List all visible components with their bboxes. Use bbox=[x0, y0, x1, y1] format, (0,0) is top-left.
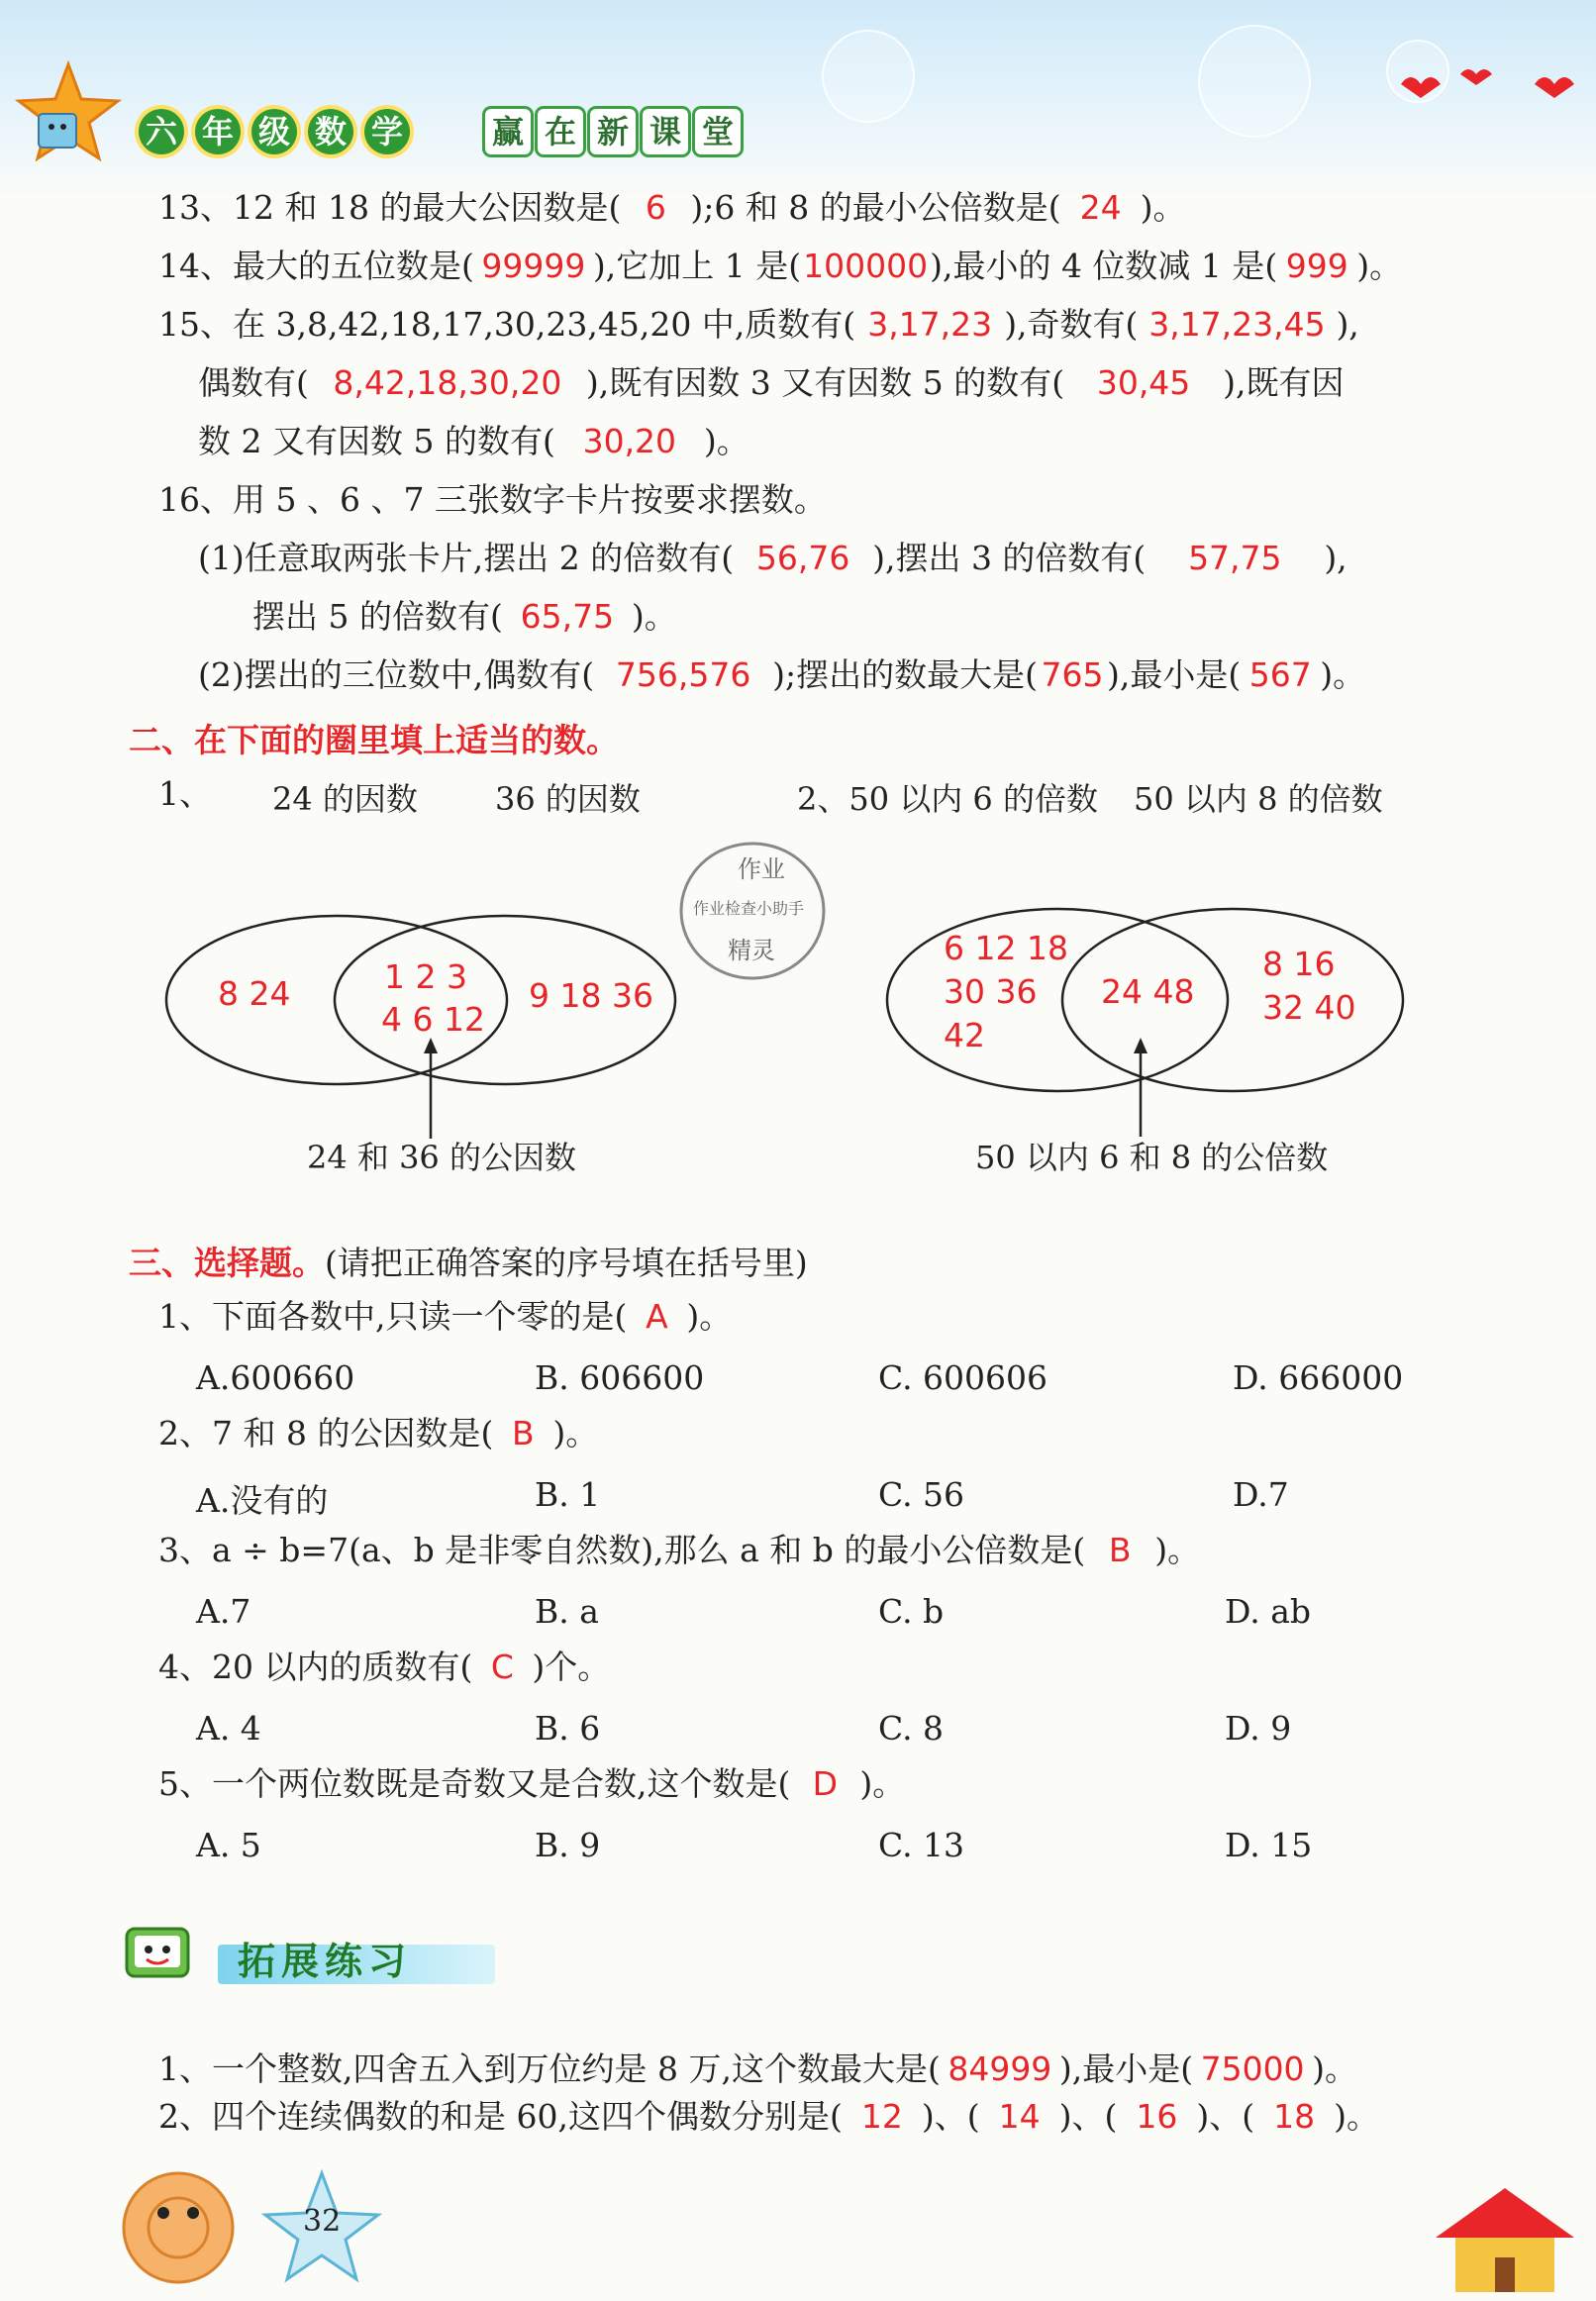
answer: 75000 bbox=[1200, 2050, 1305, 2088]
section-3-title: 三、选择题。 bbox=[129, 1244, 325, 1282]
page-number: 32 bbox=[303, 2204, 342, 2239]
answer: 84999 bbox=[948, 2050, 1052, 2088]
answer: 100000 bbox=[803, 247, 929, 285]
computer-mascot-icon bbox=[119, 1923, 208, 1992]
question-text: )。 bbox=[1356, 247, 1403, 285]
venn1-left-label: 24 的因数 bbox=[272, 780, 418, 818]
question-text: 4、20 以内的质数有( bbox=[158, 1648, 473, 1686]
option-b: B. 6 bbox=[535, 1709, 601, 1748]
question-text: )、( bbox=[921, 2097, 980, 2136]
option-a: A.没有的 bbox=[196, 1481, 329, 1520]
choice-question-1 bbox=[158, 1297, 732, 1337]
venn1-left-only: 8 24 bbox=[218, 974, 291, 1013]
question-text: 3、a ÷ b=7(a、b 是非零自然数),那么 a 和 b 的最小公倍数是( bbox=[158, 1531, 1086, 1569]
question-text: 数 2 又有因数 5 的数有( bbox=[198, 422, 555, 460]
decorative-bubble bbox=[822, 30, 915, 123]
header-subject-char: 数 bbox=[308, 109, 353, 154]
extension-banner bbox=[119, 1923, 500, 1988]
question-text: ),最小的 4 位数减 1 是( bbox=[930, 247, 1278, 285]
venn2-right-label: 50 以内 8 的倍数 bbox=[1134, 780, 1383, 818]
answer: D bbox=[812, 1764, 839, 1803]
option-d: D. 9 bbox=[1225, 1709, 1292, 1748]
option-c: C. 600606 bbox=[878, 1358, 1048, 1397]
option-b: B. 606600 bbox=[535, 1358, 705, 1397]
stamp-bottom: 精灵 bbox=[728, 937, 775, 964]
question-text: )、( bbox=[1196, 2097, 1255, 2136]
venn2-right-row2: 32 40 bbox=[1262, 988, 1356, 1027]
header-subject-char: 级 bbox=[251, 109, 297, 154]
option-b: B. 1 bbox=[535, 1475, 601, 1514]
question-text: ), bbox=[1324, 539, 1347, 577]
option-d: D. 15 bbox=[1225, 1826, 1313, 1864]
question-text: 2、四个连续偶数的和是 60,这四个偶数分别是( bbox=[158, 2097, 843, 2136]
header-brand-char: 课 bbox=[643, 109, 688, 154]
question-text: )。 bbox=[552, 1414, 599, 1452]
option-a: A.600660 bbox=[196, 1358, 355, 1397]
question-text: (2)摆出的三位数中,偶数有( bbox=[198, 655, 595, 694]
question-text: )。 bbox=[1140, 188, 1186, 227]
option-b: B. 9 bbox=[535, 1826, 601, 1864]
option-a: A.7 bbox=[196, 1592, 251, 1631]
section-3-heading bbox=[129, 1238, 808, 1284]
answer: B bbox=[1108, 1531, 1132, 1569]
venn1-right-label: 36 的因数 bbox=[495, 780, 641, 818]
answer: 567 bbox=[1248, 655, 1312, 694]
extension-question-1 bbox=[158, 2050, 1357, 2089]
option-a: A. 4 bbox=[196, 1709, 261, 1748]
question-text: )。 bbox=[686, 1297, 733, 1336]
question-text: ),最小是( bbox=[1106, 655, 1242, 694]
answer: 6 bbox=[645, 188, 666, 227]
question-text: ),奇数有( bbox=[1004, 305, 1139, 344]
question-16-part2 bbox=[198, 655, 1365, 695]
hearts-icon bbox=[1386, 64, 1584, 104]
house-decoration-icon bbox=[1426, 2178, 1584, 2297]
header-brand-char: 新 bbox=[590, 109, 636, 154]
choice-question-2 bbox=[158, 1414, 598, 1453]
question-15-line1 bbox=[158, 305, 1359, 345]
question-15-line2 bbox=[198, 363, 1344, 403]
question-text: 摆出 5 的倍数有( bbox=[252, 597, 503, 636]
question-15-line3 bbox=[198, 422, 749, 461]
option-c: C. 13 bbox=[878, 1826, 965, 1864]
option-d: D.7 bbox=[1233, 1475, 1289, 1514]
answer: A bbox=[646, 1297, 668, 1336]
header-brand-char: 堂 bbox=[695, 109, 741, 154]
extension-question-2 bbox=[158, 2097, 1379, 2137]
venn1-middle-row1: 1 2 3 bbox=[384, 957, 467, 996]
choice-question-4 bbox=[158, 1648, 610, 1687]
question-text: 1、一个整数,四舍五入到万位约是 8 万,这个数最大是( bbox=[158, 2050, 941, 2088]
question-text: 13、12 和 18 的最大公因数是( bbox=[158, 188, 622, 227]
question-text: 偶数有( bbox=[198, 363, 309, 402]
question-text: );6 和 8 的最小公倍数是( bbox=[690, 188, 1061, 227]
header-subject-char: 六 bbox=[139, 109, 184, 154]
venn2-caption: 50 以内 6 和 8 的公倍数 bbox=[975, 1139, 1329, 1176]
choice-question-3 bbox=[158, 1531, 1200, 1570]
stamp-top: 作业 bbox=[738, 855, 785, 883]
venn2-right-row1: 8 16 bbox=[1262, 945, 1336, 983]
answer: 3,17,23 bbox=[867, 305, 993, 344]
venn2-left-label: 2、50 以内 6 的倍数 bbox=[797, 780, 1098, 818]
question-text: )。 bbox=[1334, 2097, 1379, 2136]
header-background bbox=[0, 0, 1596, 198]
decorative-bubble bbox=[1198, 25, 1311, 138]
answer: 8,42,18,30,20 bbox=[333, 363, 562, 402]
answer: 14 bbox=[998, 2097, 1041, 2136]
question-text: 1、下面各数中,只读一个零的是( bbox=[158, 1297, 628, 1336]
question-text: 5、一个两位数既是奇数又是合数,这个数是( bbox=[158, 1764, 791, 1803]
section-3-note: (请把正确答案的序号填在括号里) bbox=[325, 1244, 808, 1282]
answer: 24 bbox=[1079, 188, 1122, 227]
option-c: C. 56 bbox=[878, 1475, 965, 1514]
question-text: )。 bbox=[1154, 1531, 1201, 1569]
answer: 18 bbox=[1273, 2097, 1316, 2136]
answer: B bbox=[512, 1414, 535, 1452]
question-text: )。 bbox=[703, 422, 749, 460]
venn2-arrowhead bbox=[1134, 1038, 1147, 1053]
question-text: ),最小是( bbox=[1058, 2050, 1194, 2088]
venn2-left-row1: 6 12 18 bbox=[944, 929, 1068, 967]
option-c: C. 8 bbox=[878, 1709, 945, 1748]
question-text: ), bbox=[1336, 305, 1359, 344]
question-text: (1)任意取两张卡片,摆出 2 的倍数有( bbox=[198, 539, 735, 577]
question-text: )、( bbox=[1058, 2097, 1118, 2136]
venn1-middle-row2: 4 6 12 bbox=[381, 1000, 485, 1039]
venn1-right-only: 9 18 36 bbox=[529, 976, 653, 1015]
venn2-left-row2: 30 36 bbox=[944, 972, 1038, 1011]
answer: 30,45 bbox=[1096, 363, 1191, 402]
question-text: )。 bbox=[1320, 655, 1366, 694]
question-text: 15、在 3,8,42,18,17,30,23,45,20 中,质数有( bbox=[158, 305, 856, 344]
answer: 3,17,23,45 bbox=[1148, 305, 1326, 344]
answer: 765 bbox=[1041, 655, 1104, 694]
question-16-part1-line2 bbox=[252, 597, 677, 637]
answer: 30,20 bbox=[582, 422, 677, 460]
question-text: 16、用 5 、6 、7 三张数字卡片按要求摆数。 bbox=[158, 480, 827, 519]
answer: 99999 bbox=[481, 247, 586, 285]
question-text: ),摆出 3 的倍数有( bbox=[872, 539, 1147, 577]
question-text: 2、7 和 8 的公因数是( bbox=[158, 1414, 494, 1452]
venn2-left-row3: 42 bbox=[944, 1016, 985, 1054]
question-text: )。 bbox=[1312, 2050, 1357, 2088]
venn-labels-row bbox=[158, 774, 212, 814]
question-13 bbox=[158, 188, 1186, 228]
header-brand-char: 在 bbox=[538, 109, 583, 154]
question-text: );摆出的数最大是( bbox=[772, 655, 1038, 694]
answer: 999 bbox=[1285, 247, 1348, 285]
question-16 bbox=[158, 480, 827, 520]
header-subject-char: 年 bbox=[195, 109, 241, 154]
option-d: D. ab bbox=[1225, 1592, 1312, 1631]
header-brand-char: 赢 bbox=[485, 109, 531, 154]
stamp-middle: 作业检查小助手 bbox=[693, 899, 805, 918]
option-d: D. 666000 bbox=[1233, 1358, 1404, 1397]
question-text: ),既有因数 3 又有因数 5 的数有( bbox=[585, 363, 1065, 402]
answer: 756,576 bbox=[615, 655, 751, 694]
question-text: )。 bbox=[859, 1764, 906, 1803]
question-text: ),既有因 bbox=[1223, 363, 1345, 402]
answer: 56,76 bbox=[755, 539, 850, 577]
option-c: C. b bbox=[878, 1592, 945, 1631]
snail-mascot-icon bbox=[99, 2149, 277, 2297]
option-b: B. a bbox=[535, 1592, 599, 1631]
answer: 65,75 bbox=[520, 597, 615, 636]
question-16-part1-line1 bbox=[198, 539, 1347, 578]
question-14 bbox=[158, 247, 1402, 286]
choice-question-5 bbox=[158, 1764, 905, 1804]
answer: 57,75 bbox=[1188, 539, 1282, 577]
answer: C bbox=[490, 1648, 514, 1686]
question-text: ),它加上 1 是( bbox=[592, 247, 802, 285]
answer: 12 bbox=[860, 2097, 903, 2136]
answer: 16 bbox=[1136, 2097, 1178, 2136]
header-subject-char: 学 bbox=[364, 109, 410, 154]
question-number: 1、 bbox=[158, 774, 212, 813]
question-text: 14、最大的五位数是( bbox=[158, 247, 474, 285]
question-text: )。 bbox=[631, 597, 677, 636]
question-text: )个。 bbox=[532, 1648, 611, 1686]
option-a: A. 5 bbox=[196, 1826, 261, 1864]
venn2-middle: 24 48 bbox=[1101, 972, 1195, 1011]
star-mascot-icon bbox=[14, 59, 123, 168]
venn1-caption: 24 和 36 的公因数 bbox=[307, 1139, 576, 1176]
banner-title: 拓展练习 bbox=[238, 1940, 413, 1983]
section-2-heading: 二、在下面的圈里填上适当的数。 bbox=[129, 721, 619, 759]
